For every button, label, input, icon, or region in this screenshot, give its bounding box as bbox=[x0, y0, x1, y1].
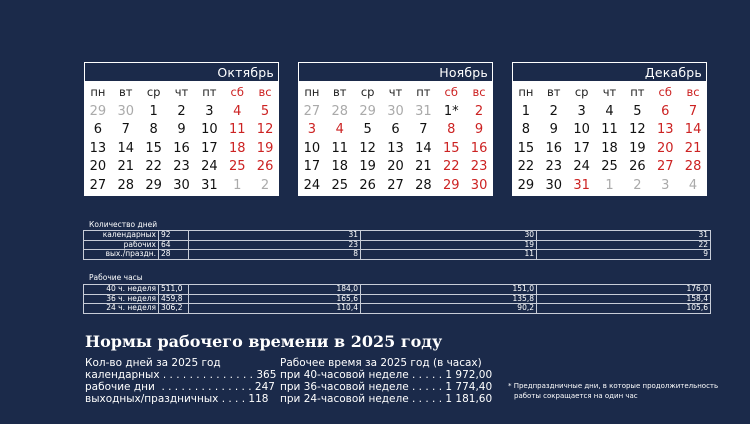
day-cell: 28 bbox=[684, 159, 702, 175]
day-grid bbox=[512, 102, 707, 195]
day-cell: 8 bbox=[149, 122, 158, 138]
day-cell: 9 bbox=[177, 122, 186, 138]
day-cell: 15 bbox=[517, 140, 535, 156]
day-cell: 24 bbox=[201, 159, 218, 175]
day-cell: 21 bbox=[684, 140, 702, 156]
month-title: Октябрь bbox=[217, 64, 274, 80]
hours-summary: Рабочее время за 2025 год (в часах) при 40-часовой неделе . . . . . 1 972,00 при 36-часовой неделе . . . . . 1 774,40 при 24-часовой неделе . . . . . 1 181,60 bbox=[280, 357, 493, 405]
weekday-label: чт bbox=[388, 85, 403, 99]
table-row bbox=[84, 231, 711, 241]
day-cell: 18 bbox=[601, 140, 618, 156]
day-cell: 19 bbox=[629, 140, 646, 156]
day-cell: 4 bbox=[335, 122, 344, 138]
days-section-label: Количество дней bbox=[89, 220, 158, 229]
weekday-label: сб bbox=[444, 85, 458, 99]
day-cell: 29 bbox=[145, 177, 162, 193]
day-cell: 31 bbox=[201, 177, 218, 193]
day-cell: 5 bbox=[363, 122, 372, 138]
table-cell: 459,8 bbox=[159, 294, 189, 304]
day-cell: 22 bbox=[145, 159, 162, 175]
table-cell: 135,8 bbox=[361, 294, 537, 304]
day-cell: 8 bbox=[521, 122, 531, 138]
day-cell: 30 bbox=[173, 177, 190, 193]
weekday-label: пт bbox=[202, 85, 217, 99]
day-cell: 24 bbox=[573, 159, 590, 175]
day-cell: 5 bbox=[260, 103, 270, 119]
table-cell: 24 ч. неделя bbox=[84, 304, 159, 314]
day-cell: 1 bbox=[149, 103, 158, 119]
days-summary: Кол-во дней за 2025 год календарных . . . . . . . . . . . . . . 365 рабочие дни . . . . . . . . . . . . . . 247 выходных/праздничных . . . . 118 bbox=[85, 357, 277, 405]
table-cell: 151,0 bbox=[361, 285, 537, 295]
day-cell: 7 bbox=[419, 122, 428, 138]
day-cell: 4 bbox=[605, 103, 614, 119]
day-cell: 7 bbox=[688, 103, 698, 119]
day-cell: 25 bbox=[601, 159, 618, 175]
month-header bbox=[512, 62, 707, 82]
day-cell: 1* bbox=[443, 103, 459, 119]
table-cell: 23 bbox=[189, 240, 361, 250]
footnote-line: работы сокращается на один час bbox=[514, 392, 638, 400]
table-cell: 30 bbox=[361, 231, 537, 241]
weekday-label: вс bbox=[258, 85, 272, 99]
day-cell: 19 bbox=[359, 159, 376, 175]
footnote bbox=[508, 381, 718, 401]
weekday-row bbox=[298, 82, 493, 102]
day-cell: 31 bbox=[415, 103, 432, 119]
day-cell: 20 bbox=[656, 140, 674, 156]
day-cell: 14 bbox=[117, 140, 135, 156]
table-cell: 110,4 bbox=[189, 304, 361, 314]
month-header bbox=[298, 62, 493, 82]
month-title: Ноябрь bbox=[439, 64, 488, 80]
day-cell: 23 bbox=[545, 159, 563, 175]
table-cell: 40 ч. неделя bbox=[84, 285, 159, 295]
weekday-row bbox=[512, 82, 707, 102]
month-header bbox=[84, 62, 279, 82]
day-cell: 25 bbox=[228, 159, 246, 175]
day-grid bbox=[84, 102, 279, 195]
day-cell: 2 bbox=[549, 103, 558, 119]
table-cell: 8 bbox=[189, 250, 361, 260]
day-cell: 8 bbox=[447, 122, 456, 138]
day-cell: 12 bbox=[256, 122, 274, 138]
day-cell: 6 bbox=[661, 103, 670, 119]
day-cell: 27 bbox=[656, 159, 674, 175]
day-cell: 3 bbox=[307, 122, 317, 138]
calendar-november bbox=[298, 62, 493, 196]
day-cell: 12 bbox=[359, 140, 376, 156]
table-cell: 22 bbox=[537, 240, 711, 250]
day-cell: 28 bbox=[415, 177, 432, 193]
table-cell: рабочих bbox=[84, 240, 159, 250]
table-cell: календарных bbox=[84, 231, 159, 241]
weekday-label: вс bbox=[686, 85, 700, 99]
day-cell: 30 bbox=[117, 103, 135, 119]
day-cell: 2 bbox=[177, 103, 186, 119]
day-cell: 1 bbox=[233, 177, 242, 193]
days-table bbox=[83, 230, 711, 260]
weekday-label: ср bbox=[360, 85, 375, 99]
day-cell: 1 bbox=[605, 177, 614, 193]
table-cell: 306,2 bbox=[159, 304, 189, 314]
weekday-label: пт bbox=[630, 85, 645, 99]
table-cell: 184,0 bbox=[189, 285, 361, 295]
table-row bbox=[84, 304, 711, 314]
weekday-label: ср bbox=[146, 85, 161, 99]
day-cell: 12 bbox=[629, 122, 646, 138]
table-cell: 90,2 bbox=[361, 304, 537, 314]
table-cell: 31 bbox=[189, 231, 361, 241]
table-cell: 31 bbox=[537, 231, 711, 241]
day-cell: 10 bbox=[201, 122, 218, 138]
day-cell: 2 bbox=[633, 177, 642, 193]
day-cell: 21 bbox=[415, 159, 432, 175]
day-cell: 9 bbox=[474, 122, 484, 138]
table-cell: 176,0 bbox=[537, 285, 711, 295]
day-cell: 15 bbox=[442, 140, 460, 156]
day-cell: 11 bbox=[228, 122, 246, 138]
day-cell: 1 bbox=[521, 103, 531, 119]
day-cell: 4 bbox=[233, 103, 242, 119]
day-cell: 29 bbox=[89, 103, 107, 119]
table-cell: 165,6 bbox=[189, 294, 361, 304]
day-cell: 19 bbox=[256, 140, 274, 156]
calendar-december bbox=[512, 62, 707, 196]
day-cell: 6 bbox=[391, 122, 400, 138]
weekday-label: сб bbox=[230, 85, 244, 99]
month-title: Декабрь bbox=[644, 64, 702, 80]
table-cell: 28 bbox=[159, 250, 189, 260]
weekday-label: вс bbox=[472, 85, 486, 99]
table-cell: 19 bbox=[361, 240, 537, 250]
day-cell: 13 bbox=[387, 140, 404, 156]
day-cell: 11 bbox=[601, 122, 618, 138]
day-cell: 13 bbox=[656, 122, 674, 138]
day-cell: 26 bbox=[256, 159, 274, 175]
day-cell: 29 bbox=[359, 103, 376, 119]
day-cell: 7 bbox=[121, 122, 130, 138]
day-cell: 27 bbox=[303, 103, 321, 119]
day-cell: 30 bbox=[545, 177, 563, 193]
day-cell: 20 bbox=[387, 159, 404, 175]
table-row bbox=[84, 285, 711, 295]
day-cell: 2 bbox=[474, 103, 484, 119]
weekday-label: чт bbox=[602, 85, 617, 99]
day-cell: 26 bbox=[629, 159, 646, 175]
table-cell: 105,6 bbox=[537, 304, 711, 314]
footnote-line: * Предпраздничные дни, в которые продолжительность bbox=[508, 382, 719, 390]
table-cell: 9 bbox=[537, 250, 711, 260]
table-row bbox=[84, 240, 711, 250]
day-cell: 4 bbox=[688, 177, 698, 193]
weekday-label: вт bbox=[333, 85, 347, 99]
day-grid bbox=[298, 102, 493, 195]
day-cell: 24 bbox=[303, 177, 321, 193]
day-cell: 3 bbox=[661, 177, 670, 193]
day-cell: 10 bbox=[303, 140, 321, 156]
day-cell: 27 bbox=[387, 177, 404, 193]
weekday-label: вт bbox=[547, 85, 561, 99]
day-cell: 25 bbox=[331, 177, 349, 193]
table-row bbox=[84, 294, 711, 304]
table-cell: вых./праздн. bbox=[84, 250, 159, 260]
table-cell: 11 bbox=[361, 250, 537, 260]
table-cell: 36 ч. неделя bbox=[84, 294, 159, 304]
day-cell: 3 bbox=[205, 103, 214, 119]
day-cell: 16 bbox=[173, 140, 190, 156]
table-cell: 511,0 bbox=[159, 285, 189, 295]
day-cell: 17 bbox=[573, 140, 590, 156]
day-cell: 17 bbox=[303, 159, 321, 175]
day-cell: 30 bbox=[470, 177, 488, 193]
day-cell: 16 bbox=[470, 140, 488, 156]
day-cell: 26 bbox=[359, 177, 376, 193]
weekday-label: пн bbox=[518, 85, 534, 99]
day-cell: 17 bbox=[201, 140, 218, 156]
table-cell: 64 bbox=[159, 240, 189, 250]
hours-table bbox=[83, 284, 711, 314]
day-cell: 11 bbox=[331, 140, 349, 156]
day-cell: 30 bbox=[387, 103, 404, 119]
day-cell: 31 bbox=[573, 177, 590, 193]
day-cell: 23 bbox=[173, 159, 190, 175]
day-cell: 10 bbox=[573, 122, 590, 138]
day-cell: 22 bbox=[442, 159, 460, 175]
table-row bbox=[84, 250, 711, 260]
day-cell: 28 bbox=[331, 103, 349, 119]
weekday-label: вт bbox=[119, 85, 133, 99]
day-cell: 3 bbox=[577, 103, 586, 119]
weekday-row bbox=[84, 82, 279, 102]
day-cell: 29 bbox=[517, 177, 535, 193]
page-title: Нормы рабочего времени в 2025 году bbox=[85, 332, 443, 351]
day-cell: 22 bbox=[517, 159, 535, 175]
weekday-label: пн bbox=[304, 85, 320, 99]
day-cell: 29 bbox=[442, 177, 460, 193]
table-cell: 158,4 bbox=[537, 294, 711, 304]
day-cell: 9 bbox=[549, 122, 558, 138]
table-cell: 92 bbox=[159, 231, 189, 241]
day-cell: 13 bbox=[89, 140, 107, 156]
day-cell: 18 bbox=[228, 140, 246, 156]
day-cell: 20 bbox=[89, 159, 107, 175]
calendar-october bbox=[84, 62, 279, 196]
day-cell: 14 bbox=[684, 122, 702, 138]
weekday-label: чт bbox=[174, 85, 189, 99]
day-cell: 5 bbox=[633, 103, 642, 119]
day-cell: 28 bbox=[117, 177, 135, 193]
day-cell: 27 bbox=[89, 177, 107, 193]
weekday-label: ср bbox=[574, 85, 589, 99]
weekday-label: сб bbox=[658, 85, 672, 99]
day-cell: 6 bbox=[93, 122, 103, 138]
day-cell: 2 bbox=[260, 177, 270, 193]
day-cell: 18 bbox=[331, 159, 349, 175]
day-cell: 21 bbox=[117, 159, 135, 175]
weekday-label: пн bbox=[90, 85, 106, 99]
day-cell: 23 bbox=[470, 159, 488, 175]
day-cell: 15 bbox=[145, 140, 162, 156]
weekday-label: пт bbox=[416, 85, 431, 99]
day-cell: 14 bbox=[415, 140, 432, 156]
hours-section-label: Рабочие часы bbox=[89, 273, 143, 282]
day-cell: 16 bbox=[545, 140, 563, 156]
